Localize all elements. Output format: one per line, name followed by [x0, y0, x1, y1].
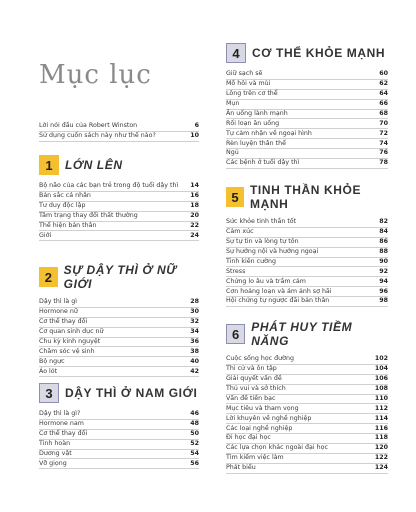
toc-entry-page: 74 — [379, 139, 388, 147]
toc-entry-page: 28 — [190, 298, 199, 306]
toc-entry-title: Tìm kiếm việc làm — [226, 454, 284, 462]
toc-entry-page: 76 — [379, 149, 388, 157]
toc-entry-page: 84 — [379, 228, 388, 236]
toc-entry — [39, 212, 199, 222]
toc-entry — [39, 450, 199, 460]
chapter-number-badge: 6 — [226, 324, 245, 344]
toc-entry — [226, 149, 388, 159]
toc-entry — [226, 90, 388, 100]
toc-entry-title: Giới — [39, 231, 52, 239]
toc-entry-page: 30 — [190, 308, 199, 316]
toc-entry-title: Mồ hôi và mùi — [226, 80, 271, 88]
toc-entry-page: 18 — [190, 202, 199, 210]
toc-entry — [226, 218, 388, 228]
toc-entry-title: Cơ thể thay đổi — [39, 318, 88, 326]
toc-entry — [226, 404, 388, 414]
toc-entry-page: 14 — [190, 182, 199, 190]
chapter-3 — [39, 383, 199, 469]
toc-entry-title: Tâm trạng thay đổi thất thường — [39, 212, 138, 220]
toc-entry-page: 108 — [374, 385, 388, 393]
chapter-5 — [226, 183, 388, 307]
toc-entry — [226, 248, 388, 258]
toc-entry-title: Tư duy độc lập — [39, 202, 86, 210]
toc-entry-title: Bộ ngực — [39, 357, 65, 365]
toc-entry-page: 88 — [379, 248, 388, 256]
toc-entry — [39, 357, 199, 367]
toc-entry — [39, 430, 199, 440]
chapter-title: LỚN LÊN — [65, 158, 123, 172]
toc-entry — [226, 258, 388, 268]
toc-entry-page: 40 — [190, 357, 199, 365]
toc-entry-title: Tinh kiên cường — [226, 257, 276, 265]
toc-entry — [226, 228, 388, 238]
toc-entry-title: Cơn hoảng loạn và ám ảnh sợ hãi — [226, 287, 332, 295]
toc-entry-title: Chứng lo âu và trầm cảm — [226, 277, 306, 285]
toc-entry-title: Các bệnh ở tuổi dậy thì — [226, 159, 300, 167]
toc-entry-page: 42 — [190, 367, 199, 375]
toc-entry — [226, 297, 388, 307]
toc-entry-page: 32 — [190, 318, 199, 326]
toc-entry — [226, 464, 388, 474]
toc-entry — [39, 182, 199, 192]
toc-entry — [39, 440, 199, 450]
toc-entry-title: Sức khỏe tinh thần tốt — [226, 218, 297, 226]
toc-entry-page: 96 — [379, 287, 388, 295]
toc-entry — [226, 100, 388, 110]
toc-entry-title: Bản sắc cá nhân — [39, 192, 91, 200]
toc-entry — [226, 139, 388, 149]
toc-entry-page: 86 — [379, 238, 388, 246]
toc-entry — [226, 434, 388, 444]
toc-entry-page: 24 — [190, 231, 199, 239]
toc-entry-page: 64 — [379, 90, 388, 98]
toc-entry-page: 34 — [190, 328, 199, 336]
toc-entry-page: 92 — [379, 267, 388, 275]
toc-entry — [226, 365, 388, 375]
toc-entry — [226, 119, 388, 129]
toc-entry-title: Hormone nam — [39, 420, 84, 428]
chapter-2 — [39, 263, 199, 377]
toc-entry — [39, 459, 199, 469]
toc-entry-title: Dậy thì là gì — [39, 298, 78, 306]
toc-entry — [39, 222, 199, 232]
toc-entry-page: 118 — [374, 434, 388, 442]
toc-entry-title: Tự cảm nhận về ngoại hình — [226, 129, 312, 137]
chapter-number-badge: 5 — [226, 187, 244, 207]
toc-entry-title: Rối loạn ăn uống — [226, 119, 280, 127]
page-title: Mục lục — [39, 60, 152, 90]
toc-entry-page: 60 — [379, 70, 388, 78]
toc-entry-title: Cơ quan sinh dục nữ — [39, 328, 104, 336]
toc-entry-page: 90 — [379, 257, 388, 265]
toc-entry-page: 46 — [190, 410, 199, 418]
toc-entry: Lời nói đầu của Robert Winston 6 — [39, 122, 199, 132]
toc-entry-page: 114 — [374, 414, 388, 422]
toc-entry — [226, 277, 388, 287]
chapter-title: TINH THẦN KHỎE MẠNH — [250, 183, 362, 211]
toc-entry-title: Dương vật — [39, 449, 72, 457]
toc-entry-page: 16 — [190, 192, 199, 200]
toc-entry-page: 98 — [379, 297, 388, 305]
toc-entry — [226, 414, 388, 424]
toc-entry-title: Mụn — [226, 100, 240, 108]
toc-entry-page: 78 — [379, 159, 388, 167]
toc-entry — [226, 355, 388, 365]
toc-entry-page: 56 — [190, 459, 199, 467]
toc-entry — [39, 298, 199, 308]
toc-entry-title: Rèn luyện thân thể — [226, 139, 286, 147]
toc-entry-title: Ăn uống lành mạnh — [226, 109, 288, 117]
toc-entry — [39, 347, 199, 357]
toc-entry — [39, 318, 199, 328]
toc-entry-page: 104 — [374, 365, 388, 373]
toc-entry — [39, 367, 199, 377]
toc-entry-page: 116 — [374, 424, 388, 432]
toc-entry-page: 70 — [379, 119, 388, 127]
toc-entry-title: Stress — [226, 267, 246, 275]
toc-entry — [226, 395, 388, 405]
toc-entry-title: Chu kỳ kinh nguyệt — [39, 337, 101, 345]
toc-entry-page: 22 — [190, 221, 199, 229]
toc-entry-title: Phát biểu — [226, 464, 256, 472]
chapter-number-badge: 3 — [39, 383, 59, 403]
toc-entry-title: Hormone nữ — [39, 308, 78, 316]
toc-entry-title: Dậy thì là gì? — [39, 410, 81, 418]
chapter-6 — [226, 320, 388, 474]
toc-entry-page: 52 — [190, 440, 199, 448]
toc-entry — [226, 444, 388, 454]
toc-entry-page: 36 — [190, 337, 199, 345]
toc-entry-page: 124 — [374, 464, 388, 472]
toc-entry-page: 68 — [379, 109, 388, 117]
toc-entry-page: 72 — [379, 129, 388, 137]
toc-entry — [39, 328, 199, 338]
toc-entry-title: Các loại nghề nghiệp — [226, 424, 293, 432]
toc-entry-page: 106 — [374, 375, 388, 383]
toc-entry-title: Thể hiện bản thân — [39, 221, 97, 229]
chapter-4 — [226, 43, 388, 169]
toc-entry-title: Áo lót — [39, 367, 58, 375]
toc-entry-page: 20 — [190, 212, 199, 220]
toc-entry — [39, 192, 199, 202]
toc-entry-page: 94 — [379, 277, 388, 285]
toc-entry — [39, 410, 199, 420]
toc-entry-title: Chăm sóc vệ sinh — [39, 347, 95, 355]
toc-entry — [226, 385, 388, 395]
toc-entry-title: Cuộc sống học đường — [226, 355, 294, 363]
toc-entry-page: 48 — [190, 420, 199, 428]
toc-entry-title: Lông trên cơ thể — [226, 90, 278, 98]
toc-entry-page: 122 — [374, 454, 388, 462]
toc-entry — [226, 375, 388, 385]
toc-entry — [226, 110, 388, 120]
toc-entry — [39, 202, 199, 212]
toc-entry-page: 120 — [374, 444, 388, 452]
toc-entry-title: Tinh hoàn — [39, 440, 71, 448]
toc-entry — [226, 238, 388, 248]
toc-entry-page: 54 — [190, 449, 199, 457]
toc-entry — [226, 267, 388, 277]
toc-entry-title: Đi học đại học — [226, 434, 271, 442]
toc-entry-title: Bộ não của các bạn trẻ trong độ tuổi dậy thì — [39, 182, 179, 190]
chapter-title: DẬY THÌ Ở NAM GIỚI — [65, 386, 198, 400]
toc-entry-title: Giữ sạch sẽ — [226, 70, 263, 78]
toc-entry-title: Mục tiêu và tham vọng — [226, 404, 299, 412]
toc-entry: Sử dụng cuốn sách này như thế nào? 10 — [39, 132, 199, 142]
chapter-title: PHÁT HUY TIỀM NĂNG — [251, 320, 353, 348]
chapter-number-badge: 2 — [39, 267, 58, 287]
toc-entry — [226, 454, 388, 464]
toc-entry-page: 38 — [190, 347, 199, 355]
toc-entry — [226, 129, 388, 139]
toc-entry-title: Giải quyết vấn đề — [226, 375, 282, 383]
toc-entry — [226, 424, 388, 434]
toc-entry — [39, 231, 199, 241]
toc-entry — [226, 80, 388, 90]
chapter-number-badge: 1 — [39, 155, 59, 175]
toc-entry-title: Sự hướng nội và hướng ngoại — [226, 248, 319, 256]
toc-entry-title: Vấn đề tiền bạc — [226, 394, 276, 402]
toc-entry-page: 50 — [190, 430, 199, 438]
toc-entry-title: Thủ vui và sở thích — [226, 385, 286, 393]
toc-entry-page: 82 — [379, 218, 388, 226]
toc-entry — [226, 159, 388, 169]
toc-entry — [226, 287, 388, 297]
toc-entry — [39, 308, 199, 318]
chapter-title: SỰ DẬY THÌ Ở NỮ GIỚI — [63, 263, 177, 291]
chapter-1 — [39, 155, 199, 241]
toc-entry-title: Cảm xúc — [226, 228, 254, 236]
toc-entry — [39, 420, 199, 430]
toc-entry-page: 112 — [374, 404, 388, 412]
toc-entry-page: 66 — [379, 100, 388, 108]
toc-entry-title: Ngủ — [226, 149, 239, 157]
toc-entry-title: Lời khuyên về nghề nghiệp — [226, 414, 312, 422]
toc-entry-page: 110 — [374, 394, 388, 402]
toc-entry-page: 62 — [379, 80, 388, 88]
intro-list — [39, 122, 199, 142]
toc-entry-title: Sự tự tin và lòng tự tôn — [226, 238, 299, 246]
toc-entry-title: Vỡ giọng — [39, 459, 67, 467]
toc-entry-title: Cơ thể thay đổi — [39, 430, 88, 438]
toc-entry-title: Thi cử và ôn tập — [226, 365, 277, 373]
chapter-number-badge: 4 — [226, 43, 246, 63]
toc-entry-page: 102 — [374, 355, 388, 363]
toc-entry-title: Các lựa chọn khác ngoài đại học — [226, 444, 328, 452]
toc-entry — [226, 70, 388, 80]
toc-entry — [39, 338, 199, 348]
chapter-title: CƠ THỂ KHỎE MẠNH — [252, 46, 386, 60]
toc-entry-title: Hội chứng tự ngược đãi bản thân — [226, 297, 330, 305]
